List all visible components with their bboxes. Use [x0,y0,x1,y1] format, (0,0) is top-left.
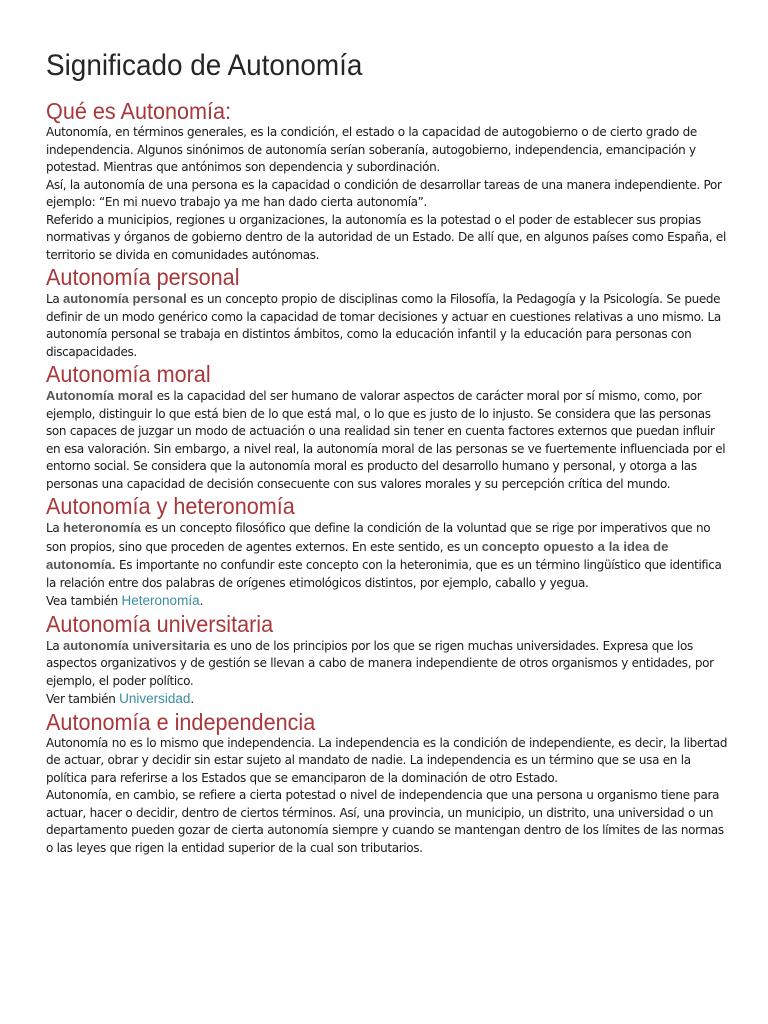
paragraph: Autonomía no es lo mismo que independencia. La independencia es la condición de independiente, es decir, la libertad de actuar, obrar y decidir sin estar sujeto al mandato de nadie. La independencia es un término que se usa en la política para referirse a los Estados que se emanciparon de la dominación de otro Estado. [46,735,728,785]
section-que-es [46,98,730,264]
keyword: Autonomía moral [46,388,154,403]
section-autonomia-moral [46,361,730,493]
paragraph: Así, la autonomía de una persona es la capacidad o condición de desarrollar tareas de una manera independiente. Por ejemplo: “En mi nuevo trabajo ya me han dado cierta autonomía”. [46,177,722,209]
see-also [46,592,730,611]
see-also [46,690,730,709]
keyword: concepto opuesto a la idea de autonomía. [46,538,669,572]
section-autonomia-universitaria [46,611,730,709]
text-run: es un concepto filosófico que define la condición de la voluntad que se rige por imperativos que no son propios, sino que proceden de agentes externos. En este sentido, es un [46,521,711,554]
section-heading: Autonomía moral [46,361,211,387]
section-autonomia-personal [46,264,730,361]
paragraph: Referido a municipios, regiones u organizaciones, la autonomía es la potestad o el poder de establecer sus propias normativas y órganos de gobierno dentro de la autoridad de un Estado. De allí que, en algunos países como España, el territorio se divida en comunidades autónomas. [46,212,726,262]
text-run: La [46,521,64,535]
paragraph: Autonomía, en cambio, se refiere a cierta potestad o nivel de independencia que una persona u organismo tiene para actuar, hacer o decidir, dentro de ciertos términos. Así, una provincia, un municipio, un distrito, una universidad o un departamento pueden gozar de cierta autonomía siempre y cuando se mantengan dentro de los límites de las normas o las leyes que rigen la entidad superior de la cual son tributarios. [46,788,724,855]
section-autonomia-independencia [46,709,730,858]
link-heteronomia[interactable]: Heteronomía [121,593,200,608]
text-run: es la capacidad del ser humano de valorar aspectos de carácter moral por sí mismo, como, por ejemplo, distinguir lo que está bien de lo que está mal, o lo que es justo de lo injusto. Se considera que las personas son capaces de juzgar un modo de actuación o una realidad sin tener en cuenta factores externos que puedan influir en esa valoración. Sin embargo, a nivel real, la autonomía moral de las personas se ve fuertemente influenciada por el entorno social. Se considera que la autonomía moral es producto del desarrollo humano y personal, y otorga a las personas una capacidad de decisión consecuente con sus valores morales y su percepción crítica del mundo. [46,389,726,491]
text-run: La [46,638,64,653]
section-heading: Autonomía universitaria [46,610,274,637]
text-run: . [199,594,204,608]
keyword: autonomía universitaria [63,637,210,653]
paragraph [46,637,730,691]
see-also-label: Ver también [46,692,120,706]
text-run: es uno de los principios por los que se rigen muchas universidades. Expresa que los aspectos organizativos y de gestión se llevan a cabo de manera independiente de otros organismos y entidades, por ejemplo, el poder político. [46,638,714,688]
keyword: heteronomía [63,520,142,535]
text-run: La [46,292,64,306]
section-heading: Autonomía y heteronomía [46,493,295,519]
section-heading: Autonomía personal [46,264,240,290]
section-autonomia-heteronomia [46,493,730,611]
page-title: Significado de Autonomía [46,49,363,82]
paragraph [46,519,730,592]
section-heading: Qué es Autonomía: [46,98,232,124]
link-universidad[interactable]: Universidad [119,691,191,706]
paragraph [46,387,730,493]
section-heading: Autonomía e independencia [46,708,316,735]
paragraph: Autonomía, en términos generales, es la condición, el estado o la capacidad de autogobierno o de cierto grado de independencia. Algunos sinónimos de autonomía serían soberanía, autogobierno, independencia, emancipación y potestad. Mientras que antónimos son dependencia y subordinación. [46,125,697,174]
text-run: Es importante no confundir este concepto con la heteronimia, que es un término lingüístico que identifica la relación entre dos palabras de orígenes etimológicos distintos, por ejemplo, caballo y yegua. [46,558,722,590]
paragraph [46,290,730,361]
text-run: es un concepto propio de disciplinas como la Filosofía, la Pedagogía y la Psicología. Se puede definir de un modo genérico como la capacidad de tomar decisiones y actuar en cuestiones relativas a uno mismo. La autonomía personal se trabaja en distintos ámbitos, como la educación infantil y la educación para personas con discapacidades. [46,292,721,359]
keyword: autonomía personal [63,291,187,306]
text-run: . [190,692,194,706]
see-also-label: Vea también [46,594,122,608]
